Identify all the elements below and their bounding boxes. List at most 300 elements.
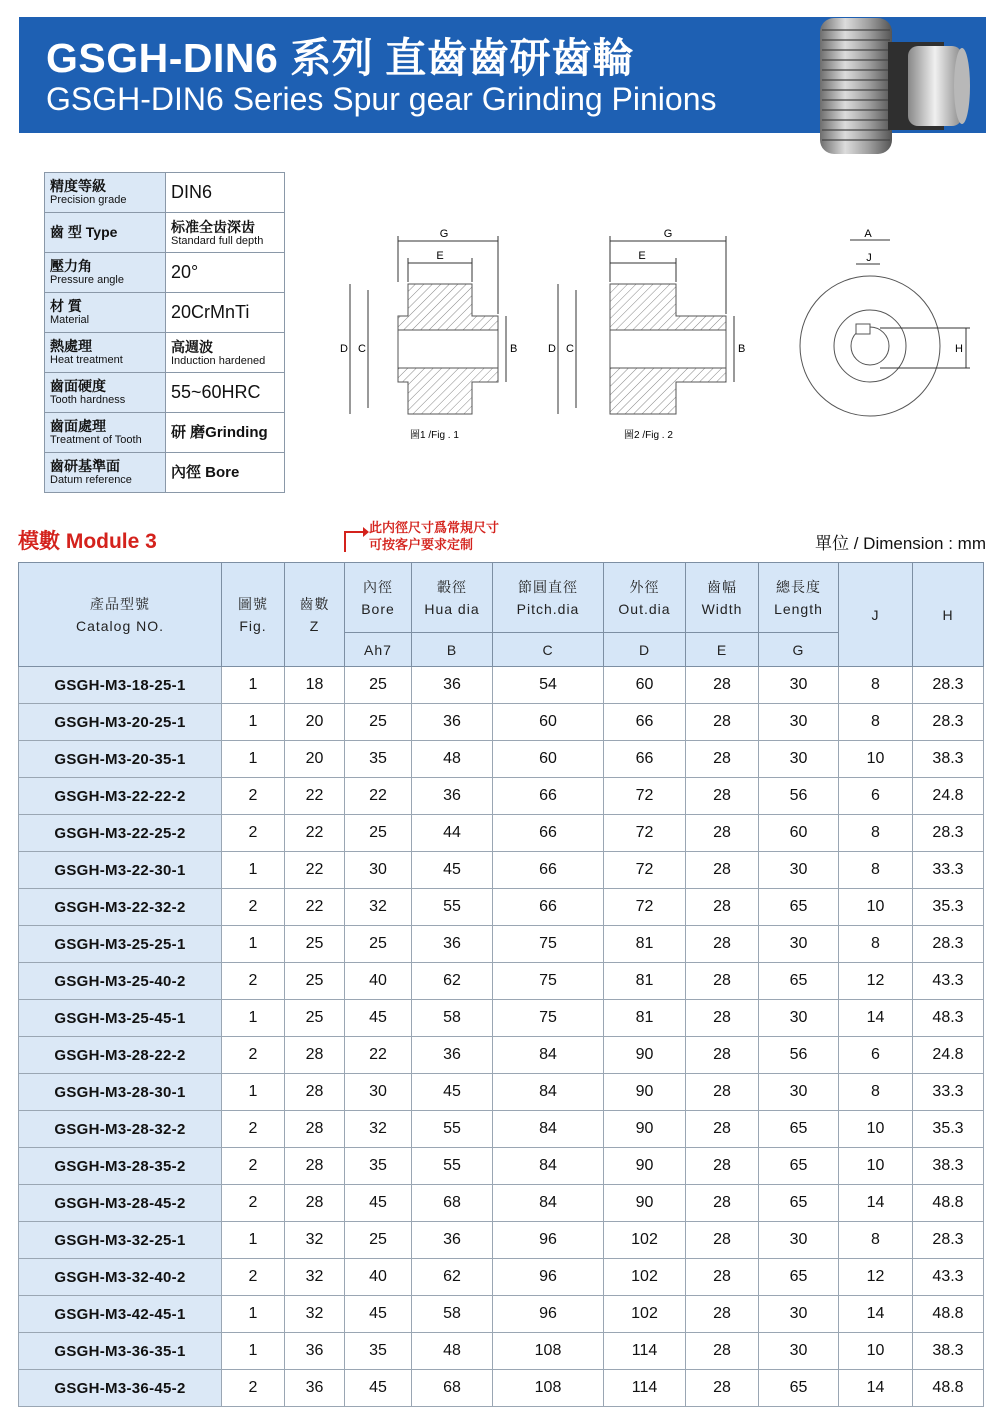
cell-z: 22 — [285, 815, 345, 852]
cell-j: 8 — [839, 1074, 913, 1111]
cell-width: 28 — [686, 741, 759, 778]
dim-label-d: D — [340, 343, 348, 355]
cell-z: 32 — [285, 1259, 345, 1296]
cell-width: 28 — [686, 1370, 759, 1407]
cell-fig: 2 — [222, 1370, 285, 1407]
cell-h: 28.3 — [913, 926, 984, 963]
cell-bore: 35 — [345, 1333, 412, 1370]
cell-h: 35.3 — [913, 889, 984, 926]
cell-j: 10 — [839, 741, 913, 778]
cell-catalog: GSGH-M3-22-22-2 — [19, 778, 222, 815]
col-header-z: 齒數 Z — [285, 563, 345, 667]
cell-h: 48.8 — [913, 1296, 984, 1333]
table-header-row — [19, 563, 984, 633]
cell-h: 28.3 — [913, 1222, 984, 1259]
note-line-2: 可按客户要求定制 — [369, 537, 474, 552]
cell-bore: 25 — [345, 704, 412, 741]
cell-length: 30 — [759, 667, 839, 704]
cell-length: 65 — [759, 889, 839, 926]
spec-key: 齒 型 Type — [50, 224, 118, 240]
spec-key-en: Heat treatment — [50, 354, 123, 366]
dim-label-a: A — [864, 228, 872, 240]
table-row — [19, 1000, 984, 1037]
cell-j: 6 — [839, 1037, 913, 1074]
cell-outdia: 72 — [604, 815, 686, 852]
cell-pitch: 84 — [493, 1148, 604, 1185]
cell-outdia: 81 — [604, 926, 686, 963]
col-sub-pitch: C — [493, 633, 604, 667]
cell-j: 8 — [839, 667, 913, 704]
table-row — [19, 1296, 984, 1333]
cell-fig: 2 — [222, 1037, 285, 1074]
cell-outdia: 72 — [604, 778, 686, 815]
cell-hub: 58 — [412, 1296, 493, 1333]
cell-pitch: 60 — [493, 704, 604, 741]
cell-pitch: 66 — [493, 889, 604, 926]
dim-label-g: G — [663, 228, 673, 240]
cell-fig: 2 — [222, 1259, 285, 1296]
spec-row — [45, 253, 285, 293]
cell-h: 33.3 — [913, 852, 984, 889]
cell-outdia: 114 — [604, 1333, 686, 1370]
cell-bore: 25 — [345, 667, 412, 704]
cell-hub: 62 — [412, 1259, 493, 1296]
cell-h: 35.3 — [913, 1111, 984, 1148]
spec-key: 材 質 — [50, 298, 82, 314]
table-body — [19, 667, 984, 1407]
cell-bore: 32 — [345, 1111, 412, 1148]
cell-catalog: GSGH-M3-25-45-1 — [19, 1000, 222, 1037]
col-header-fig: 圖號 Fig. — [222, 563, 285, 667]
cell-width: 28 — [686, 667, 759, 704]
cell-fig: 1 — [222, 1296, 285, 1333]
table-row — [19, 815, 984, 852]
cell-hub: 36 — [412, 704, 493, 741]
cell-catalog: GSGH-M3-25-40-2 — [19, 963, 222, 1000]
col-header-j: J — [839, 563, 913, 667]
cell-hub: 68 — [412, 1370, 493, 1407]
cell-z: 32 — [285, 1296, 345, 1333]
col-header-length: 總長度 Length — [759, 563, 839, 633]
cell-catalog: GSGH-M3-32-40-2 — [19, 1259, 222, 1296]
cell-pitch: 108 — [493, 1370, 604, 1407]
dim-label-g: G — [439, 228, 449, 240]
cell-hub: 36 — [412, 667, 493, 704]
cell-catalog: GSGH-M3-42-45-1 — [19, 1296, 222, 1333]
col-sub-length: G — [759, 633, 839, 667]
cell-width: 28 — [686, 1259, 759, 1296]
cell-fig: 2 — [222, 778, 285, 815]
cell-j: 10 — [839, 889, 913, 926]
cell-pitch: 54 — [493, 667, 604, 704]
cell-j: 14 — [839, 1296, 913, 1333]
spec-row — [45, 333, 285, 373]
cell-width: 28 — [686, 1000, 759, 1037]
cell-width: 28 — [686, 1333, 759, 1370]
cell-catalog: GSGH-M3-28-32-2 — [19, 1111, 222, 1148]
cell-pitch: 84 — [493, 1111, 604, 1148]
cell-outdia: 72 — [604, 852, 686, 889]
cell-pitch: 84 — [493, 1074, 604, 1111]
spec-row — [45, 173, 285, 213]
cell-z: 32 — [285, 1222, 345, 1259]
cell-bore: 35 — [345, 741, 412, 778]
cell-h: 48.3 — [913, 1000, 984, 1037]
cell-hub: 55 — [412, 1148, 493, 1185]
cell-catalog: GSGH-M3-28-45-2 — [19, 1185, 222, 1222]
cell-catalog: GSGH-M3-18-25-1 — [19, 667, 222, 704]
cell-length: 30 — [759, 1222, 839, 1259]
table-row — [19, 778, 984, 815]
cell-fig: 1 — [222, 667, 285, 704]
dim-label-e: E — [436, 250, 444, 262]
page-subtitle: GSGH-DIN6 Series Spur gear Grinding Pinions — [46, 81, 717, 117]
cell-hub: 55 — [412, 889, 493, 926]
cell-bore: 25 — [345, 815, 412, 852]
cell-catalog: GSGH-M3-32-25-1 — [19, 1222, 222, 1259]
cell-pitch: 96 — [493, 1222, 604, 1259]
cell-hub: 62 — [412, 963, 493, 1000]
spec-value: 55~60HRC — [171, 382, 261, 402]
cell-j: 8 — [839, 926, 913, 963]
cell-width: 28 — [686, 704, 759, 741]
dim-label-h: H — [955, 343, 963, 355]
spec-key: 齒面處理 — [50, 418, 106, 434]
cell-z: 28 — [285, 1148, 345, 1185]
spec-value: DIN6 — [171, 182, 213, 202]
cell-fig: 2 — [222, 1148, 285, 1185]
cell-catalog: GSGH-M3-20-25-1 — [19, 704, 222, 741]
cell-length: 65 — [759, 963, 839, 1000]
cell-z: 25 — [285, 1000, 345, 1037]
table-row — [19, 1222, 984, 1259]
table-row — [19, 1037, 984, 1074]
cell-outdia: 102 — [604, 1259, 686, 1296]
col-sub-width: E — [686, 633, 759, 667]
cell-h: 33.3 — [913, 1074, 984, 1111]
cell-length: 65 — [759, 1259, 839, 1296]
cell-fig: 1 — [222, 741, 285, 778]
cell-catalog: GSGH-M3-28-35-2 — [19, 1148, 222, 1185]
spec-table — [44, 172, 285, 493]
spec-key-en: Treatment of Tooth — [50, 434, 142, 446]
cell-hub: 44 — [412, 815, 493, 852]
cell-pitch: 66 — [493, 852, 604, 889]
cell-catalog: GSGH-M3-22-30-1 — [19, 852, 222, 889]
spec-value-en: Induction hardened — [171, 354, 266, 367]
cell-catalog: GSGH-M3-36-45-2 — [19, 1370, 222, 1407]
table-row — [19, 667, 984, 704]
spec-key-en: Pressure angle — [50, 274, 124, 286]
table-row — [19, 1111, 984, 1148]
cell-j: 12 — [839, 963, 913, 1000]
technical-drawings — [320, 218, 990, 448]
cell-hub: 36 — [412, 778, 493, 815]
cell-outdia: 72 — [604, 889, 686, 926]
unit-label: 單位 / Dimension : mm — [815, 534, 986, 553]
cell-pitch: 66 — [493, 815, 604, 852]
page-title: GSGH-DIN6 系列 直齒齒研齒輪 — [46, 35, 635, 81]
cell-width: 28 — [686, 889, 759, 926]
table-row — [19, 704, 984, 741]
cell-z: 22 — [285, 889, 345, 926]
side-view-drawing — [800, 228, 970, 416]
cell-z: 28 — [285, 1074, 345, 1111]
cell-bore: 45 — [345, 1000, 412, 1037]
cell-fig: 2 — [222, 815, 285, 852]
cell-hub: 45 — [412, 852, 493, 889]
cell-hub: 36 — [412, 1222, 493, 1259]
spec-row — [45, 293, 285, 333]
cell-length: 30 — [759, 1000, 839, 1037]
cell-outdia: 66 — [604, 741, 686, 778]
cell-j: 14 — [839, 1185, 913, 1222]
cell-h: 28.3 — [913, 815, 984, 852]
cell-z: 20 — [285, 741, 345, 778]
spec-key: 熱處理 — [50, 338, 92, 354]
custom-bore-note — [369, 519, 499, 553]
cell-length: 30 — [759, 704, 839, 741]
cell-h: 43.3 — [913, 1259, 984, 1296]
spec-key-en: Tooth hardness — [50, 394, 126, 406]
cell-z: 22 — [285, 778, 345, 815]
cell-fig: 1 — [222, 852, 285, 889]
cell-width: 28 — [686, 1185, 759, 1222]
spec-row — [45, 213, 285, 253]
cell-outdia: 114 — [604, 1370, 686, 1407]
spec-key-en: Precision grade — [50, 194, 127, 206]
table-row — [19, 1370, 984, 1407]
cell-hub: 36 — [412, 1037, 493, 1074]
cell-j: 10 — [839, 1333, 913, 1370]
cell-fig: 2 — [222, 1111, 285, 1148]
cell-catalog: GSGH-M3-28-30-1 — [19, 1074, 222, 1111]
spec-key: 壓力角 — [50, 258, 92, 274]
cell-width: 28 — [686, 778, 759, 815]
table-row — [19, 926, 984, 963]
cell-length: 60 — [759, 815, 839, 852]
col-header-hub: 轂徑 Hua dia — [412, 563, 493, 633]
cell-hub: 58 — [412, 1000, 493, 1037]
cell-h: 48.8 — [913, 1185, 984, 1222]
cell-bore: 40 — [345, 1259, 412, 1296]
cell-fig: 2 — [222, 963, 285, 1000]
cell-bore: 35 — [345, 1148, 412, 1185]
cell-bore: 32 — [345, 889, 412, 926]
spec-key-en: Material — [50, 314, 90, 326]
cell-bore: 30 — [345, 852, 412, 889]
cell-fig: 1 — [222, 1333, 285, 1370]
cell-catalog: GSGH-M3-22-25-2 — [19, 815, 222, 852]
cell-width: 28 — [686, 1296, 759, 1333]
cell-length: 65 — [759, 1148, 839, 1185]
spec-value: 研 磨Grinding — [171, 423, 268, 441]
cell-length: 30 — [759, 741, 839, 778]
table-row — [19, 889, 984, 926]
cell-fig: 1 — [222, 1000, 285, 1037]
cell-hub: 55 — [412, 1111, 493, 1148]
cell-bore: 22 — [345, 778, 412, 815]
cell-width: 28 — [686, 1222, 759, 1259]
cell-j: 12 — [839, 1259, 913, 1296]
cell-pitch: 66 — [493, 778, 604, 815]
table-row — [19, 1185, 984, 1222]
cell-pitch: 75 — [493, 1000, 604, 1037]
spec-key: 齒面硬度 — [50, 378, 106, 394]
cell-length: 30 — [759, 852, 839, 889]
cell-pitch: 84 — [493, 1185, 604, 1222]
spec-key: 齒研基準面 — [50, 458, 120, 474]
dim-label-d: D — [548, 343, 556, 355]
col-header-width: 齒幅 Width — [686, 563, 759, 633]
cell-catalog: GSGH-M3-28-22-2 — [19, 1037, 222, 1074]
spec-value: 高週波 — [171, 338, 213, 355]
cell-z: 18 — [285, 667, 345, 704]
cell-catalog: GSGH-M3-22-32-2 — [19, 889, 222, 926]
cell-pitch: 75 — [493, 926, 604, 963]
cell-length: 30 — [759, 1074, 839, 1111]
cell-outdia: 102 — [604, 1296, 686, 1333]
cell-bore: 45 — [345, 1370, 412, 1407]
cell-j: 10 — [839, 1111, 913, 1148]
cell-fig: 2 — [222, 1185, 285, 1222]
cell-width: 28 — [686, 1111, 759, 1148]
cell-z: 28 — [285, 1185, 345, 1222]
table-row — [19, 741, 984, 778]
cell-bore: 25 — [345, 1222, 412, 1259]
cell-bore: 45 — [345, 1185, 412, 1222]
dimension-table — [18, 562, 984, 1407]
table-row — [19, 1333, 984, 1370]
spec-value-en: Standard full depth — [171, 234, 264, 247]
cell-length: 65 — [759, 1370, 839, 1407]
cell-width: 28 — [686, 963, 759, 1000]
cell-z: 25 — [285, 926, 345, 963]
col-sub-outdia: D — [604, 633, 686, 667]
cell-j: 8 — [839, 852, 913, 889]
cell-length: 30 — [759, 1333, 839, 1370]
cell-h: 24.8 — [913, 778, 984, 815]
cell-h: 38.3 — [913, 741, 984, 778]
cell-h: 38.3 — [913, 1148, 984, 1185]
cell-h: 48.8 — [913, 1370, 984, 1407]
cell-length: 65 — [759, 1185, 839, 1222]
col-header-outdia: 外徑 Out.dia — [604, 563, 686, 633]
cell-fig: 1 — [222, 926, 285, 963]
cell-z: 28 — [285, 1111, 345, 1148]
table-row — [19, 852, 984, 889]
cell-outdia: 81 — [604, 963, 686, 1000]
cell-hub: 68 — [412, 1185, 493, 1222]
spec-row — [45, 373, 285, 413]
module-label: 模數 Module 3 — [18, 530, 157, 553]
gear-product-image — [812, 10, 972, 160]
cell-z: 22 — [285, 852, 345, 889]
cell-h: 28.3 — [913, 667, 984, 704]
cell-width: 28 — [686, 1037, 759, 1074]
cell-bore: 22 — [345, 1037, 412, 1074]
cell-hub: 45 — [412, 1074, 493, 1111]
note-line-1: 此内徑尺寸爲常規尺寸 — [369, 520, 500, 535]
cell-pitch: 84 — [493, 1037, 604, 1074]
cell-outdia: 90 — [604, 1037, 686, 1074]
spec-row — [45, 453, 285, 493]
cell-bore: 30 — [345, 1074, 412, 1111]
dim-label-b: B — [738, 343, 746, 355]
cell-length: 56 — [759, 778, 839, 815]
cell-bore: 25 — [345, 926, 412, 963]
cell-width: 28 — [686, 1148, 759, 1185]
spec-value: 20° — [171, 262, 199, 282]
figure-1-caption: 圖1 /Fig . 1 — [410, 430, 459, 441]
spec-value: 20CrMnTi — [171, 302, 250, 322]
dim-label-j: J — [866, 252, 872, 264]
cell-length: 30 — [759, 1296, 839, 1333]
cell-hub: 36 — [412, 926, 493, 963]
spec-row — [45, 413, 285, 453]
col-header-catalog: 產品型號 Catalog NO. — [19, 563, 222, 667]
cell-j: 10 — [839, 1148, 913, 1185]
cell-h: 28.3 — [913, 704, 984, 741]
cell-length: 30 — [759, 926, 839, 963]
cell-j: 8 — [839, 1222, 913, 1259]
table-row — [19, 1148, 984, 1185]
cell-h: 38.3 — [913, 1333, 984, 1370]
table-row — [19, 1259, 984, 1296]
cell-catalog: GSGH-M3-20-35-1 — [19, 741, 222, 778]
spec-key-en: Datum reference — [50, 474, 132, 486]
cell-catalog: GSGH-M3-25-25-1 — [19, 926, 222, 963]
cell-outdia: 90 — [604, 1074, 686, 1111]
cell-width: 28 — [686, 815, 759, 852]
cell-pitch: 75 — [493, 963, 604, 1000]
col-header-h: H — [913, 563, 984, 667]
table-row — [19, 963, 984, 1000]
spec-key: 精度等級 — [50, 178, 106, 194]
figure-2-drawing — [548, 228, 745, 414]
figure-2-caption: 圖2 /Fig . 2 — [624, 430, 673, 441]
cell-outdia: 66 — [604, 704, 686, 741]
cell-outdia: 102 — [604, 1222, 686, 1259]
cell-width: 28 — [686, 852, 759, 889]
dim-label-e: E — [638, 250, 646, 262]
cell-z: 36 — [285, 1333, 345, 1370]
figure-1-drawing — [340, 228, 517, 414]
col-header-pitch: 節圓直徑 Pitch.dia — [493, 563, 604, 633]
cell-fig: 1 — [222, 704, 285, 741]
cell-width: 28 — [686, 926, 759, 963]
cell-outdia: 90 — [604, 1111, 686, 1148]
cell-fig: 1 — [222, 1074, 285, 1111]
cell-bore: 45 — [345, 1296, 412, 1333]
col-sub-hub: B — [412, 633, 493, 667]
cell-width: 28 — [686, 1074, 759, 1111]
cell-h: 43.3 — [913, 963, 984, 1000]
spec-value: 标准全齿深齿 — [171, 218, 255, 235]
cell-outdia: 81 — [604, 1000, 686, 1037]
cell-length: 56 — [759, 1037, 839, 1074]
cell-hub: 48 — [412, 1333, 493, 1370]
spec-value: 內徑 Bore — [171, 463, 240, 481]
cell-j: 6 — [839, 778, 913, 815]
cell-h: 24.8 — [913, 1037, 984, 1074]
cell-fig: 1 — [222, 1222, 285, 1259]
dim-label-b: B — [510, 343, 518, 355]
dim-label-c: C — [566, 343, 574, 355]
col-sub-bore: Ah7 — [345, 633, 412, 667]
cell-hub: 48 — [412, 741, 493, 778]
dim-label-c: C — [358, 343, 366, 355]
